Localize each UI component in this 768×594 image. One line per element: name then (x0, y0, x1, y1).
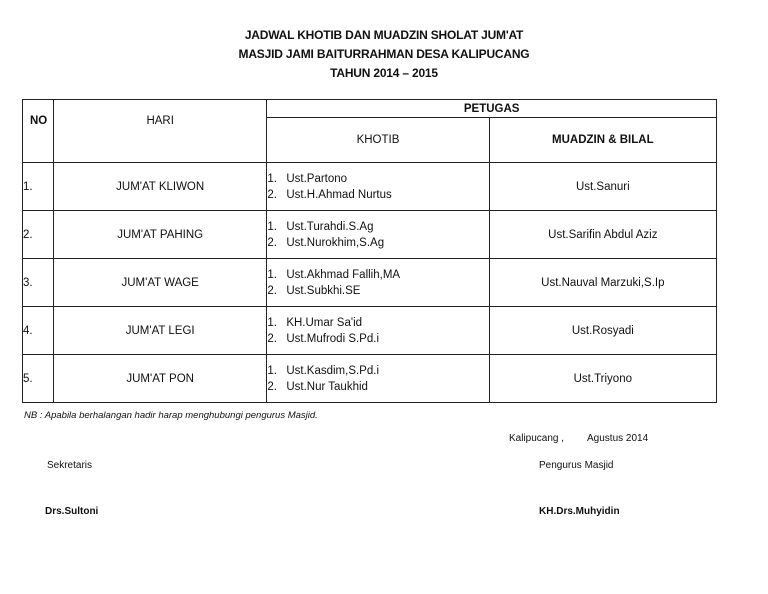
khotib-number: 2. (267, 236, 277, 249)
header-khotib: KHOTIB (267, 118, 489, 163)
footer-place: Kalipucang , (509, 433, 565, 444)
cell-no: 1. (23, 163, 54, 211)
table-row (23, 163, 717, 211)
khotib-name: Ust.Nurokhim,S.Ag (286, 236, 385, 249)
khotib-number: 2. (267, 380, 277, 393)
khotib-number: 2. (267, 332, 277, 345)
cell-muadzin: Ust.Rosyadi (489, 307, 716, 355)
cell-hari: JUM'AT KLIWON (54, 163, 267, 211)
cell-no: 5. (23, 355, 54, 403)
khotib-line (267, 219, 488, 235)
cell-muadzin: Ust.Sanuri (489, 163, 716, 211)
cell-hari: JUM'AT PAHING (54, 211, 267, 259)
cell-no: 4. (23, 307, 54, 355)
cell-hari: JUM'AT PON (54, 355, 267, 403)
khotib-name: Ust.H.Ahmad Nurtus (286, 188, 392, 201)
schedule-table (22, 99, 717, 403)
secretary-role: Sekretaris (47, 460, 93, 471)
khotib-line (267, 267, 488, 283)
header-petugas: PETUGAS (267, 100, 717, 118)
khotib-name: Ust.Akhmad Fallih,MA (286, 268, 401, 281)
title-line-3: TAHUN 2014 – 2015 (330, 66, 438, 80)
khotib-name: Ust.Subkhi.SE (286, 284, 361, 297)
khotib-name: Ust.Turahdi.S.Ag (286, 220, 374, 233)
board-name: KH.Drs.Muhyidin (539, 506, 620, 517)
cell-khotib (267, 307, 489, 355)
khotib-number: 2. (267, 284, 277, 297)
table-row (23, 355, 717, 403)
board-role: Pengurus Masjid (539, 460, 614, 471)
khotib-line (267, 283, 488, 299)
cell-muadzin: Ust.Nauval Marzuki,S.Ip (489, 259, 716, 307)
table-row (23, 211, 717, 259)
khotib-number: 1. (267, 220, 277, 233)
title-line-2: MASJID JAMI BAITURRAHMAN DESA KALIPUCANG (238, 47, 530, 61)
header-muadzin: MUADZIN & BILAL (489, 118, 716, 163)
secretary-name: Drs.Sultoni (45, 506, 99, 517)
table-row (23, 307, 717, 355)
cell-muadzin: Ust.Sarifin Abdul Aziz (489, 211, 716, 259)
cell-no: 3. (23, 259, 54, 307)
khotib-name: Ust.Partono (286, 172, 348, 185)
khotib-line (267, 315, 488, 331)
cell-khotib (267, 211, 489, 259)
khotib-line (267, 187, 488, 203)
cell-khotib (267, 163, 489, 211)
header-no: NO (23, 100, 54, 163)
khotib-name: Ust.Kasdim,S.Pd.i (286, 364, 379, 377)
khotib-number: 1. (267, 364, 277, 377)
khotib-line (267, 331, 488, 347)
cell-no: 2. (23, 211, 54, 259)
cell-khotib (267, 259, 489, 307)
khotib-number: 2. (267, 188, 277, 201)
table-body (23, 163, 717, 403)
khotib-line (267, 171, 488, 187)
cell-khotib (267, 355, 489, 403)
footer-date: Agustus 2014 (587, 433, 649, 444)
cell-muadzin: Ust.Triyono (489, 355, 716, 403)
khotib-number: 1. (267, 172, 277, 185)
khotib-line (267, 379, 488, 395)
title-line-1: JADWAL KHOTIB DAN MUADZIN SHOLAT JUM'AT (244, 28, 524, 42)
header-hari: HARI (54, 100, 267, 163)
cell-hari: JUM'AT WAGE (54, 259, 267, 307)
table-row (23, 259, 717, 307)
khotib-name: KH.Umar Sa'id (286, 316, 363, 329)
khotib-line (267, 363, 488, 379)
khotib-number: 1. (267, 268, 277, 281)
cell-hari: JUM'AT LEGI (54, 307, 267, 355)
khotib-number: 1. (267, 316, 277, 329)
khotib-name: Ust.Nur Taukhid (286, 380, 368, 393)
khotib-name: Ust.Mufrodi S.Pd.i (286, 332, 379, 345)
khotib-line (267, 235, 488, 251)
note-text: NB : Apabila berhalangan hadir harap menghubungi pengurus Masjid. (24, 410, 318, 421)
